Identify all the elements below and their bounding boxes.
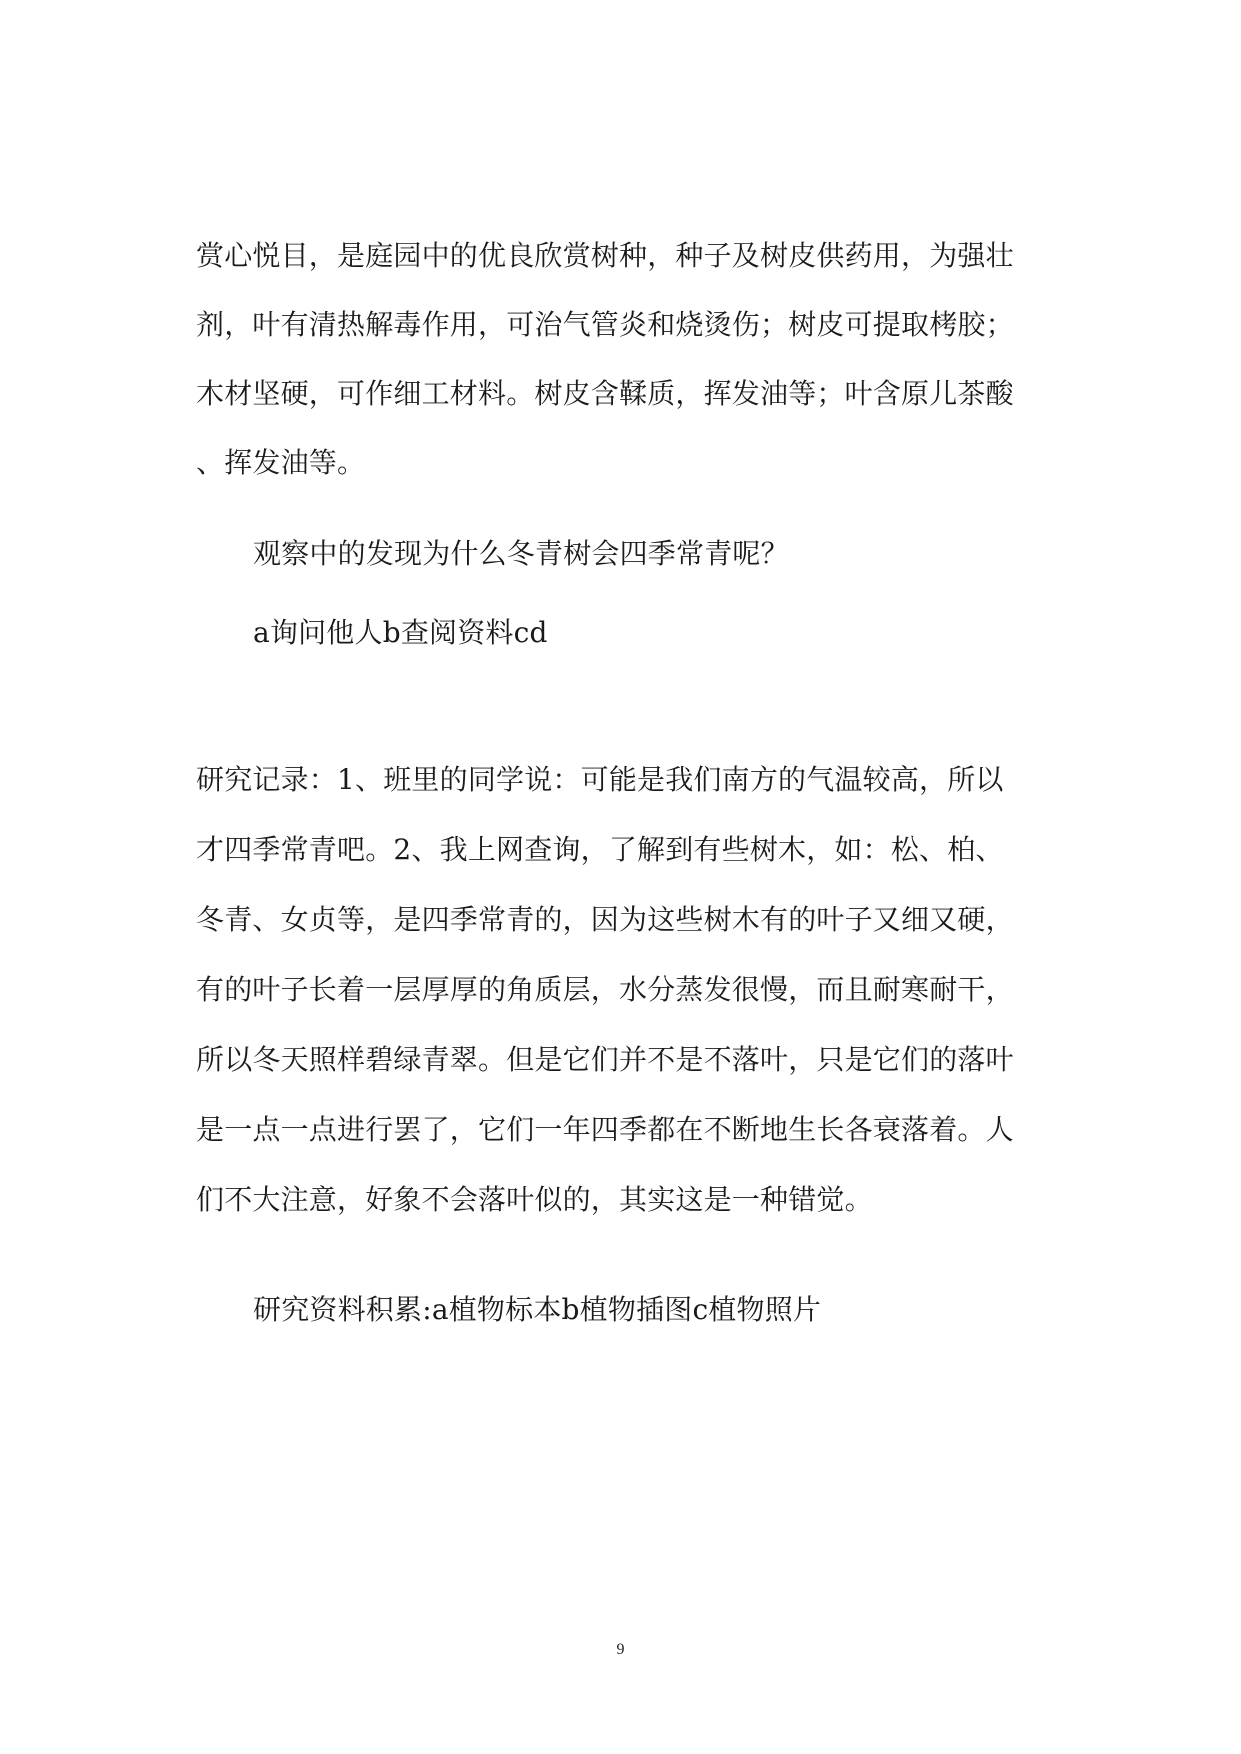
research-record-line: 是一点一点进行罢了，它们一年四季都在不断地生长各衰落着。人	[196, 1113, 1014, 1146]
research-methods: a询问他人b查阅资料cd	[253, 616, 548, 649]
paragraph-line: 、挥发油等。	[196, 446, 366, 479]
research-materials: 研究资料积累:a植物标本b植物插图c植物照片	[253, 1293, 822, 1326]
research-record-line: 有的叶子长着一层厚厚的角质层，水分蒸发很慢，而且耐寒耐干，	[196, 973, 1014, 1006]
observation-question: 观察中的发现为什么冬青树会四季常青呢？	[253, 537, 789, 570]
research-record-line: 才四季常青吧。2、我上网查询，了解到有些树木，如：松、柏、	[196, 833, 1004, 866]
research-record-line: 所以冬天照样碧绿青翠。但是它们并不是不落叶，只是它们的落叶	[196, 1043, 1014, 1076]
research-record-line: 研究记录：1、班里的同学说：可能是我们南方的气温较高，所以	[196, 763, 1004, 796]
paragraph-line: 赏心悦目，是庭园中的优良欣赏树种，种子及树皮供药用，为强壮	[196, 239, 1014, 272]
paragraph-line: 木材坚硬，可作细工材料。树皮含鞣质，挥发油等；叶含原儿茶酸	[196, 377, 1014, 410]
paragraph-line: 剂，叶有清热解毒作用，可治气管炎和烧烫伤；树皮可提取栲胶；	[196, 308, 1014, 341]
page-number: 9	[616, 1641, 625, 1658]
research-record-line: 们不大注意，好象不会落叶似的，其实这是一种错觉。	[196, 1183, 873, 1216]
research-record-line: 冬青、女贞等，是四季常青的，因为这些树木有的叶子又细又硬，	[196, 903, 1014, 936]
